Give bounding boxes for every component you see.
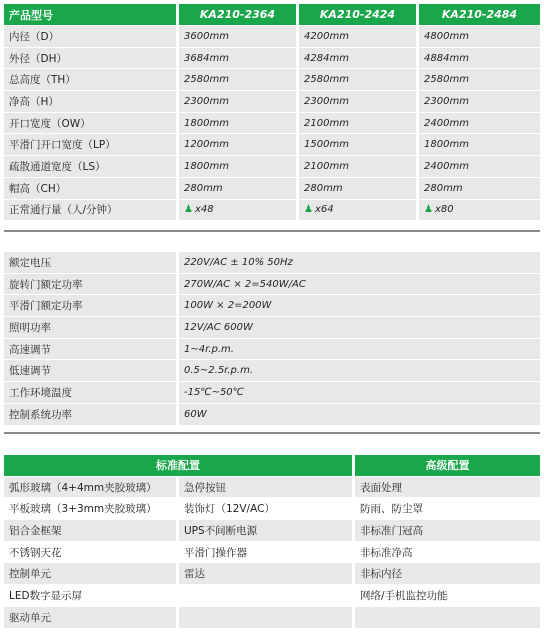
- electrical-label: 高速调节: [4, 339, 179, 360]
- spec-label: 总高度（TH）: [4, 69, 179, 90]
- config-row: [4, 542, 540, 564]
- spec-value: [419, 200, 540, 221]
- spec-row: [4, 26, 540, 48]
- electrical-value: 0.5~2.5r.p.m.: [179, 360, 540, 381]
- electrical-row: [4, 252, 540, 274]
- header-model-2364: KA210-2364: [179, 4, 299, 25]
- spec-value: 1800mm: [179, 156, 299, 177]
- spec-value: 1500mm: [299, 134, 419, 155]
- spec-label: 内径（D）: [4, 26, 179, 47]
- section-divider: [4, 230, 540, 232]
- spec-value: 1200mm: [179, 134, 299, 155]
- spec-value: 2100mm: [299, 156, 419, 177]
- person-icon: ♟: [304, 204, 313, 216]
- standard-config-item: 雷达: [179, 563, 355, 584]
- standard-config-title: 标准配置: [4, 455, 355, 476]
- standard-config-item: 不锈钢天花: [4, 542, 179, 563]
- spec-label: 外径（DH）: [4, 48, 179, 69]
- spec-value: 280mm: [419, 178, 540, 199]
- spec-value: [299, 200, 419, 221]
- section-divider: [4, 432, 540, 434]
- spec-value: 2300mm: [419, 91, 540, 112]
- config-row: [4, 520, 540, 542]
- spec-row: [4, 69, 540, 91]
- advanced-config-title: 高级配置: [355, 455, 540, 476]
- spec-value: 280mm: [179, 178, 299, 199]
- electrical-value: 220V/AC ± 10% 50Hz: [179, 252, 540, 273]
- standard-config-item: [179, 585, 355, 606]
- spec-value-text: x64: [314, 204, 334, 216]
- spec-value: 280mm: [299, 178, 419, 199]
- advanced-config-item: 非标准净高: [355, 542, 540, 563]
- spec-value: 4884mm: [419, 48, 540, 69]
- electrical-value: 60W: [179, 404, 540, 425]
- electrical-row: [4, 339, 540, 361]
- spec-row: [4, 91, 540, 113]
- electrical-label: 平滑门额定功率: [4, 295, 179, 316]
- spec-label: 正常通行量（人/分钟）: [4, 200, 179, 221]
- person-icon: ♟: [184, 204, 193, 216]
- spec-value: 4200mm: [299, 26, 419, 47]
- spec-value-text: x48: [194, 204, 214, 216]
- electrical-row: [4, 295, 540, 317]
- advanced-config-item: 表面处理: [355, 477, 540, 498]
- electrical-value: 12V/AC 600W: [179, 317, 540, 338]
- spec-value: 2580mm: [419, 69, 540, 90]
- standard-config-item: 铝合金框架: [4, 520, 179, 541]
- electrical-label: 额定电压: [4, 252, 179, 273]
- config-row: [4, 585, 540, 607]
- spec-value: 4800mm: [419, 26, 540, 47]
- config-row: [4, 563, 540, 585]
- electrical-value: 1~4r.p.m.: [179, 339, 540, 360]
- spec-table: [4, 4, 540, 221]
- config-table: [4, 455, 540, 629]
- electrical-row: [4, 274, 540, 296]
- spec-value: 2400mm: [419, 156, 540, 177]
- spec-label: 净高（H）: [4, 91, 179, 112]
- spec-value: 1800mm: [179, 113, 299, 134]
- spec-value: 2300mm: [299, 91, 419, 112]
- spec-row: [4, 134, 540, 156]
- standard-config-item: UPS不间断电源: [179, 520, 355, 541]
- electrical-table: [4, 252, 540, 426]
- spec-value: 1800mm: [419, 134, 540, 155]
- spec-row: [4, 48, 540, 70]
- electrical-label: 旋转门额定功率: [4, 274, 179, 295]
- spec-header-row: [4, 4, 540, 26]
- spec-label: 疏散通道宽度（LS）: [4, 156, 179, 177]
- header-model-2484: KA210-2484: [419, 4, 540, 25]
- spec-label: 平滑门开口宽度（LP）: [4, 134, 179, 155]
- config-row: [4, 498, 540, 520]
- advanced-config-item: 非标准门冠高: [355, 520, 540, 541]
- advanced-config-item: [355, 607, 540, 628]
- spec-value: 2580mm: [299, 69, 419, 90]
- standard-config-item: 弧形玻璃（4+4mm夹胶玻璃）: [4, 477, 179, 498]
- config-header-row: [4, 455, 540, 477]
- spec-value: 2400mm: [419, 113, 540, 134]
- spec-label: 帽高（CH）: [4, 178, 179, 199]
- spec-row: [4, 156, 540, 178]
- header-model-2424: KA210-2424: [299, 4, 419, 25]
- spec-value-text: x80: [434, 204, 454, 216]
- spec-value: 2100mm: [299, 113, 419, 134]
- standard-config-item: [179, 607, 355, 628]
- standard-config-item: 装饰灯（12V/AC）: [179, 498, 355, 519]
- standard-config-item: 平板玻璃（3+3mm夹胶玻璃）: [4, 498, 179, 519]
- spec-value: 2300mm: [179, 91, 299, 112]
- spec-value: 3600mm: [179, 26, 299, 47]
- standard-config-item: 急停按钮: [179, 477, 355, 498]
- standard-config-item: 控制单元: [4, 563, 179, 584]
- electrical-label: 低速调节: [4, 360, 179, 381]
- spec-label: 开口宽度（OW）: [4, 113, 179, 134]
- electrical-row: [4, 382, 540, 404]
- standard-config-item: 驱动单元: [4, 607, 179, 628]
- advanced-config-item: 网络/手机监控功能: [355, 585, 540, 606]
- electrical-row: [4, 317, 540, 339]
- config-row: [4, 477, 540, 499]
- electrical-label: 照明功率: [4, 317, 179, 338]
- spec-value: 4284mm: [299, 48, 419, 69]
- spec-row: [4, 178, 540, 200]
- electrical-label: 控制系统功率: [4, 404, 179, 425]
- header-model-label: 产品型号: [4, 4, 179, 25]
- standard-config-item: LED数字显示屏: [4, 585, 179, 606]
- person-icon: ♟: [424, 204, 433, 216]
- spec-value: 2580mm: [179, 69, 299, 90]
- advanced-config-item: 非标内径: [355, 563, 540, 584]
- spec-value: [179, 200, 299, 221]
- spec-value: 3684mm: [179, 48, 299, 69]
- electrical-row: [4, 360, 540, 382]
- spec-row: [4, 113, 540, 135]
- spec-row: [4, 200, 540, 222]
- standard-config-item: 平滑门操作器: [179, 542, 355, 563]
- advanced-config-item: 防雨、防尘罩: [355, 498, 540, 519]
- electrical-label: 工作环境温度: [4, 382, 179, 403]
- electrical-value: 270W/AC × 2=540W/AC: [179, 274, 540, 295]
- config-row: [4, 607, 540, 629]
- electrical-value: 100W × 2=200W: [179, 295, 540, 316]
- electrical-value: -15℃~50℃: [179, 382, 540, 403]
- electrical-row: [4, 404, 540, 426]
